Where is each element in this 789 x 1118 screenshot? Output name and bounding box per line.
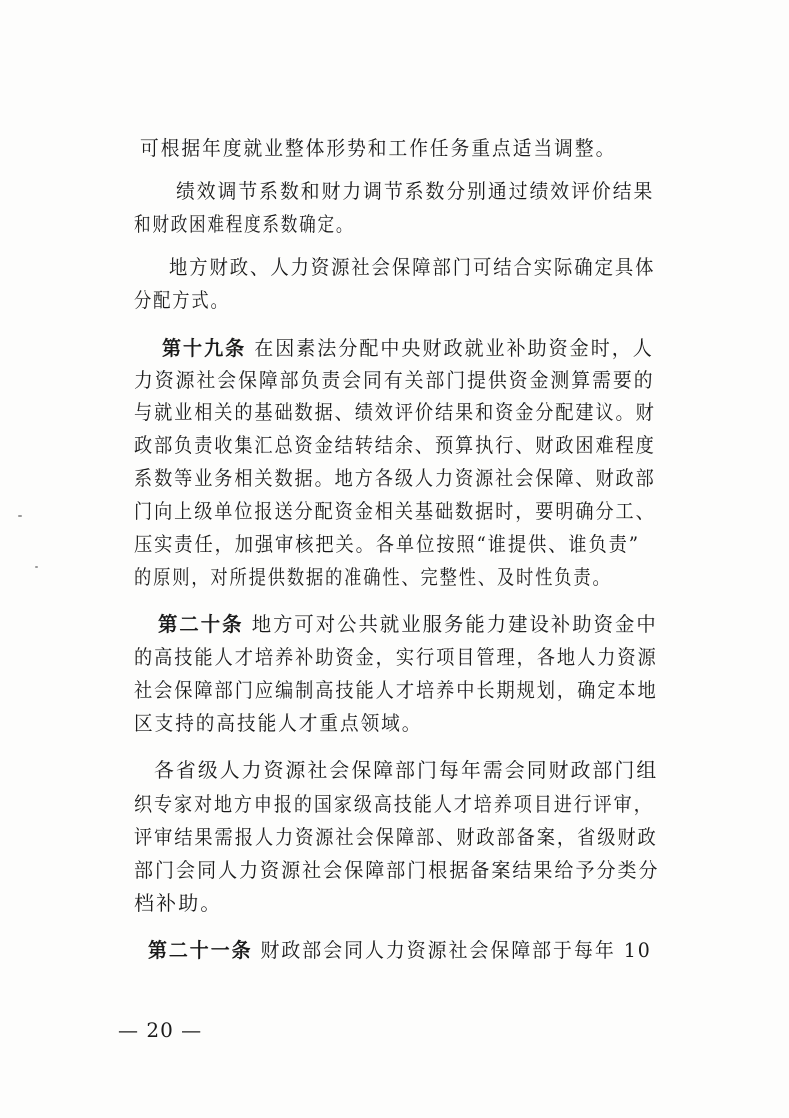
line-text: 的原则，对所提供数据的准确性、完整性、及时性负责。	[134, 565, 612, 589]
text-line	[134, 676, 658, 704]
text-line	[134, 398, 656, 426]
line-text: 和财政困难程度系数确定。	[134, 212, 355, 236]
line-text: 地方可对公共就业服务能力建设补助资金中	[251, 612, 658, 636]
line-text: 政部负责收集汇总资金结转结余、预算执行、财政困难程度	[134, 433, 656, 457]
line-text: 各省级人力资源社会保障部门每年需会同财政部门组	[154, 758, 659, 782]
line-text: 档补助。	[134, 891, 223, 915]
text-line	[134, 366, 655, 394]
text-line	[134, 563, 612, 591]
text-line	[134, 431, 656, 459]
text-line	[134, 497, 656, 525]
text-line	[134, 530, 640, 558]
scan-mark	[35, 566, 38, 568]
line-text: 力资源社会保障部负责会同有关部门提供资金测算需要的	[134, 368, 655, 392]
page-number: — 20 —	[118, 1018, 203, 1042]
article-heading: 第二十一条	[148, 938, 253, 962]
text-line	[140, 134, 616, 162]
line-text: 分配方式。	[134, 288, 230, 312]
text-line	[148, 936, 652, 964]
article-heading: 第十九条	[162, 336, 247, 360]
text-line	[134, 464, 656, 492]
line-text: 与就业相关的基础数据、绩效评价结果和资金分配建议。财	[134, 400, 656, 424]
line-text: 织专家对地方申报的国家级高技能人才培养项目进行评审，	[134, 792, 654, 816]
text-line	[169, 253, 655, 281]
line-text: 财政部会同人力资源社会保障部于每年 10	[260, 938, 652, 962]
text-line	[134, 643, 658, 671]
text-line	[162, 334, 654, 362]
text-line	[134, 286, 230, 314]
text-line	[158, 610, 658, 638]
line-text: 压实责任，加强审核把关。各单位按照“谁提供、谁负责”	[134, 532, 641, 556]
line-text: 门向上级单位报送分配资金相关基础数据时，要明确分工、	[134, 499, 656, 523]
line-text: 社会保障部门应编制高技能人才培养中长期规划，确定本地	[134, 678, 658, 702]
text-line	[134, 790, 654, 818]
text-line	[134, 823, 658, 851]
line-text: 地方财政、人力资源社会保障部门可结合实际确定具体	[169, 255, 656, 279]
text-line	[134, 709, 422, 737]
line-text: 区支持的高技能人才重点领域。	[134, 711, 423, 735]
line-text: 可根据年度就业整体形势和工作任务重点适当调整。	[140, 136, 617, 160]
line-text: 的高技能人才培养补助资金，实行项目管理，各地人力资源	[134, 645, 658, 669]
line-text: 系数等业务相关数据。地方各级人力资源社会保障、财政部	[134, 466, 656, 490]
text-line	[176, 177, 654, 205]
text-line	[134, 889, 222, 917]
line-text: 评审结果需报人力资源社会保障部、财政部备案，省级财政	[134, 825, 658, 849]
text-line	[154, 756, 658, 784]
line-text: 部门会同人力资源社会保障部门根据备案结果给予分类分	[134, 858, 660, 882]
line-text: 绩效调节系数和财力调节系数分别通过绩效评价结果	[176, 179, 655, 203]
text-line	[134, 856, 660, 884]
scan-mark	[18, 515, 22, 517]
text-line	[134, 210, 354, 238]
line-text: 在因素法分配中央财政就业补助资金时，人	[254, 336, 654, 360]
article-heading: 第二十条	[158, 612, 244, 636]
